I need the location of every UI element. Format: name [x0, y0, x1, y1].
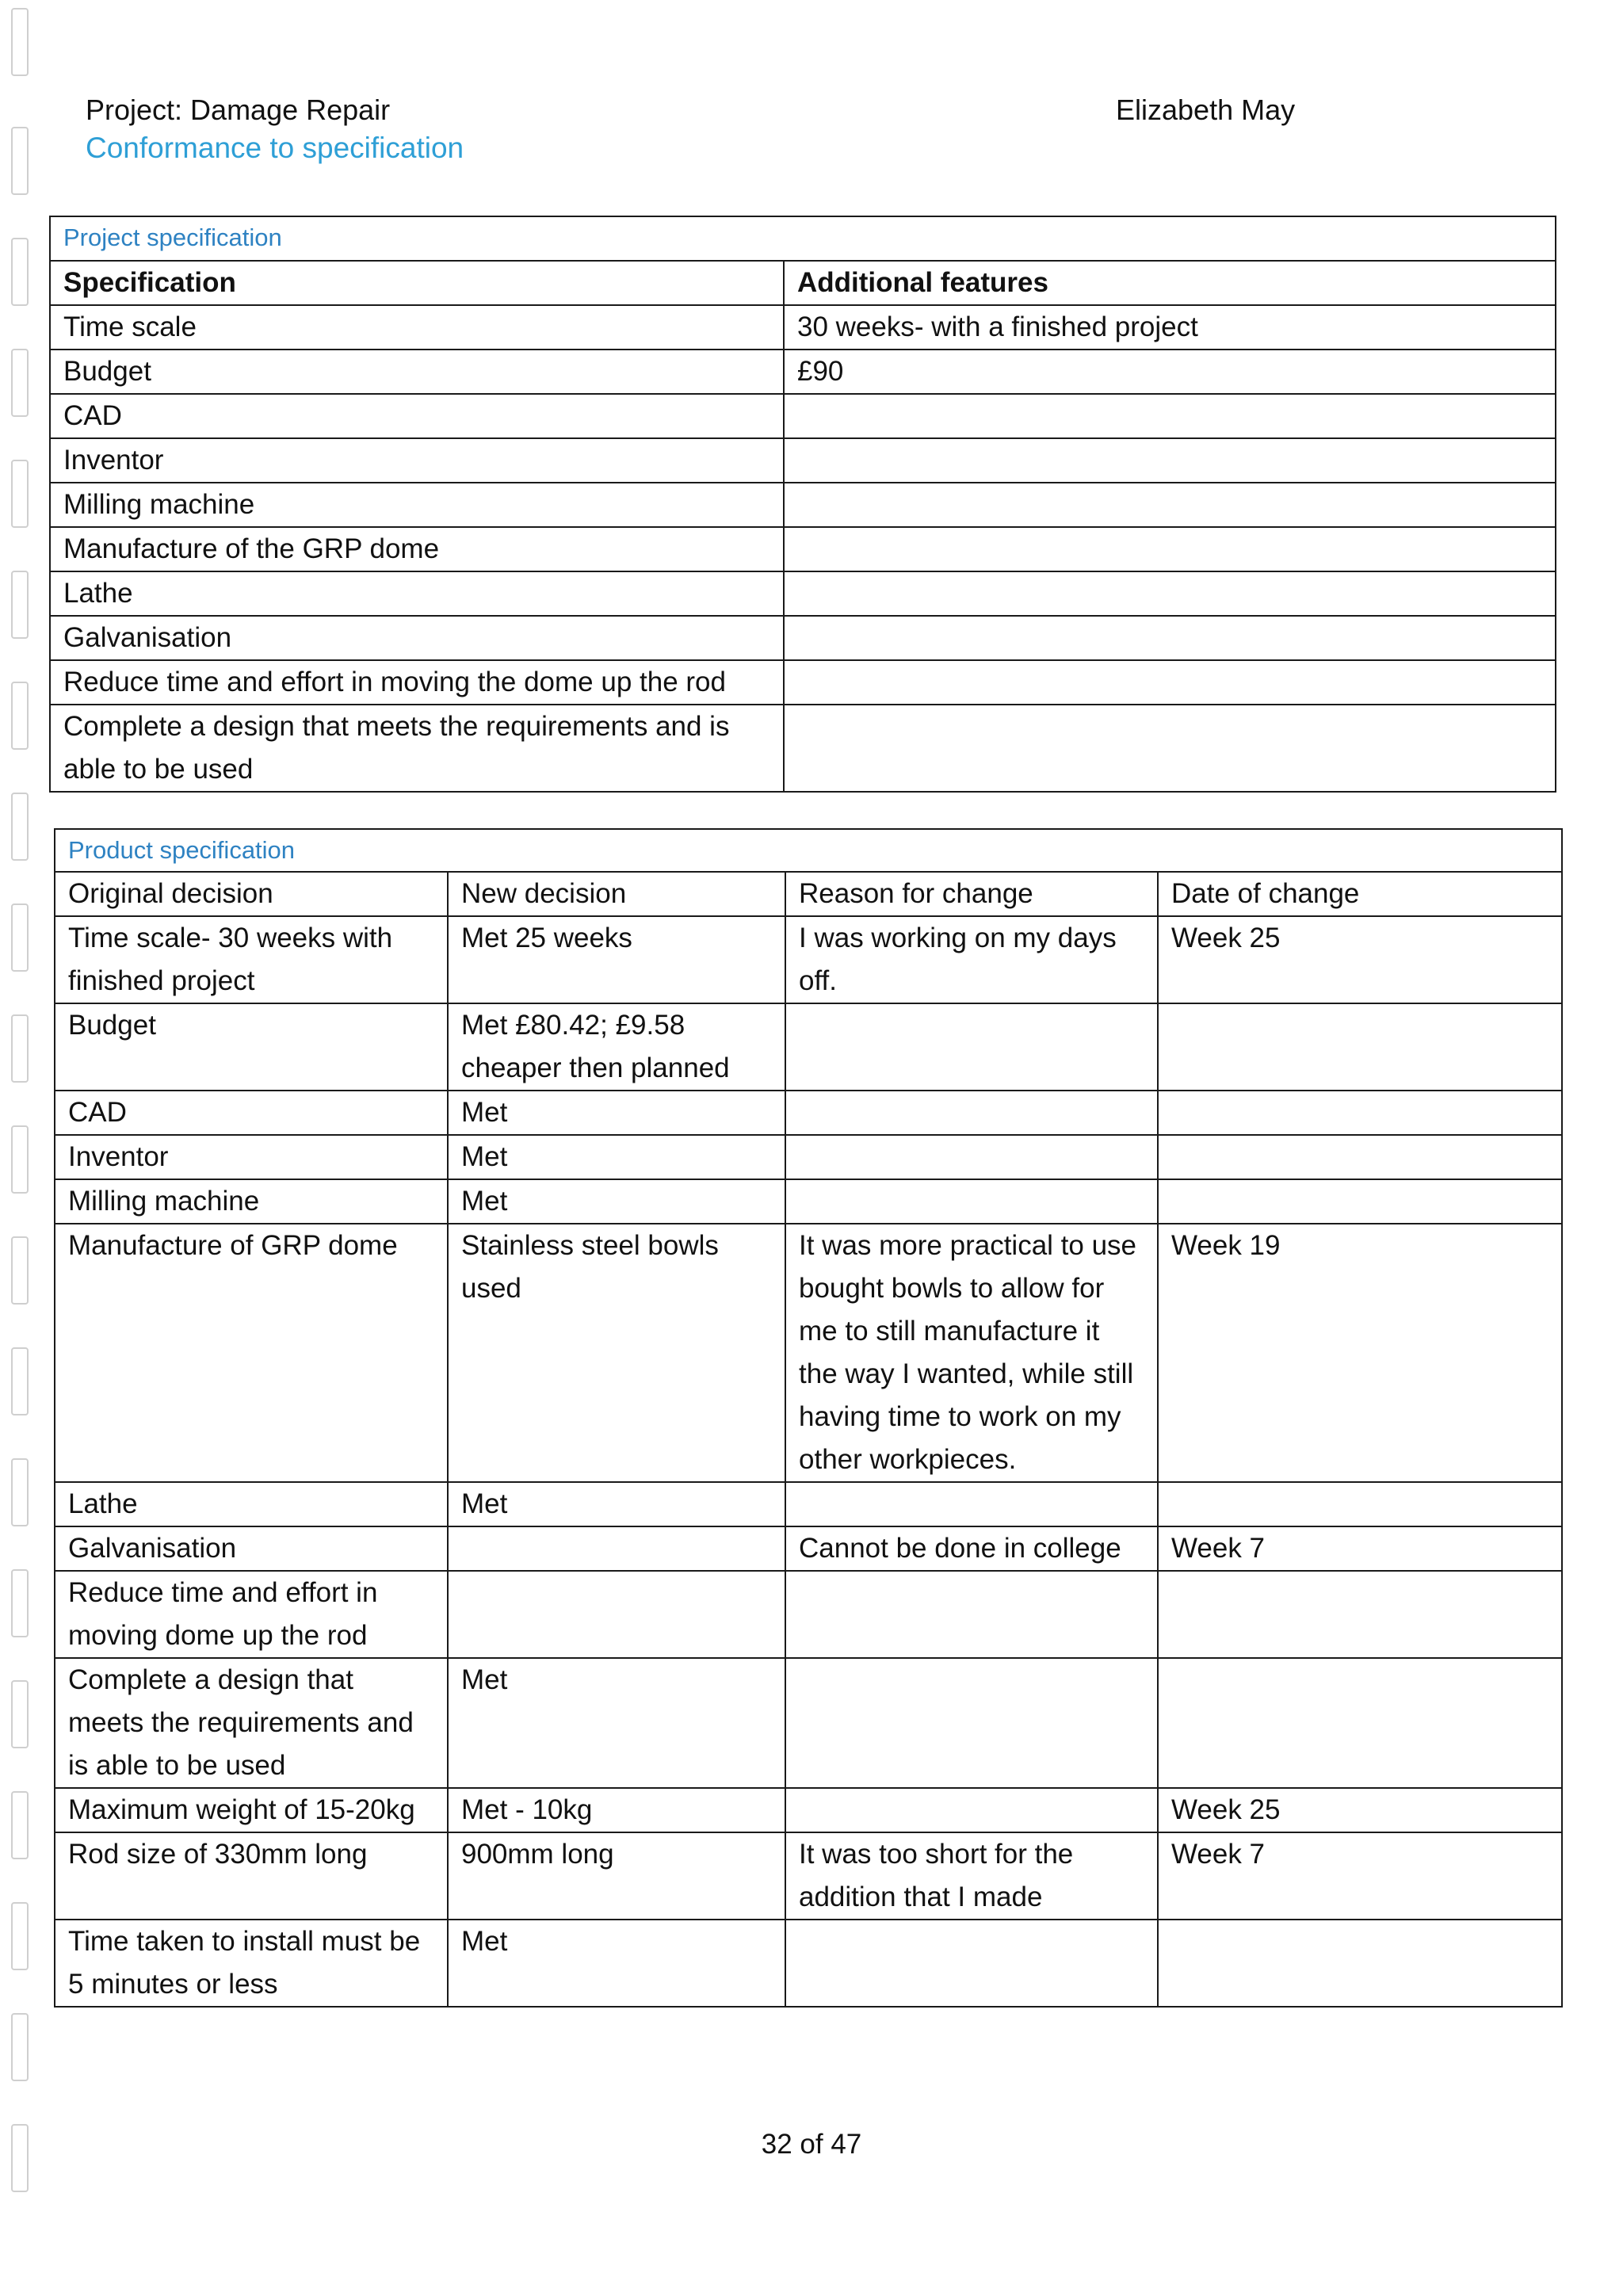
binder-hole: [11, 1791, 29, 1859]
table-cell: Week 7: [1158, 1526, 1562, 1571]
table-cell: [784, 394, 1556, 438]
table-cell: [785, 1135, 1158, 1179]
table-cell: Budget: [55, 1003, 448, 1091]
table-cell: Inventor: [50, 438, 784, 483]
table-cell: Week 25: [1158, 1788, 1562, 1832]
binder-hole: [11, 1014, 29, 1083]
binder-hole: [11, 8, 29, 76]
column-header: New decision: [448, 872, 785, 916]
binder-hole: [11, 571, 29, 639]
table-row: [55, 1003, 1562, 1091]
column-header: Original decision: [55, 872, 448, 916]
table-cell: Time scale- 30 weeks with finished project: [55, 916, 448, 1003]
table-cell: 30 weeks- with a finished project: [784, 305, 1556, 350]
table-cell: Week 25: [1158, 916, 1562, 1003]
table-row: [55, 916, 1562, 1003]
table-cell: CAD: [50, 394, 784, 438]
table-cell: Met: [448, 1482, 785, 1526]
table-cell: Met: [448, 1658, 785, 1788]
table-cell: Cannot be done in college: [785, 1526, 1158, 1571]
binder-hole: [11, 682, 29, 750]
binder-hole: [11, 1347, 29, 1415]
table-cell: Galvanisation: [50, 616, 784, 660]
project-title: Project: Damage Repair: [86, 94, 391, 126]
table-cell: [784, 483, 1556, 527]
table-cell: Inventor: [55, 1135, 448, 1179]
table-cell: [448, 1526, 785, 1571]
table-cell: Reduce time and effort in moving dome up the rod: [55, 1571, 448, 1658]
table-cell: [1158, 1091, 1562, 1135]
table-cell: Time scale: [50, 305, 784, 350]
table-caption-row: [55, 829, 1562, 872]
binder-hole: [11, 1125, 29, 1194]
project-spec-caption: Project specification: [50, 216, 1556, 261]
table-cell: Met: [448, 1179, 785, 1224]
table-cell: [784, 660, 1556, 705]
column-header: Specification: [50, 261, 784, 305]
table-cell: Met: [448, 1135, 785, 1179]
binder-hole: [11, 460, 29, 528]
table-row: [55, 1832, 1562, 1920]
table-cell: Met £80.42; £9.58 cheaper then planned: [448, 1003, 785, 1091]
section-title: Conformance to specification: [86, 132, 464, 164]
table-row: [50, 571, 1556, 616]
table-cell: [785, 1179, 1158, 1224]
table-cell: Lathe: [55, 1482, 448, 1526]
binder-hole: [11, 127, 29, 195]
binder-hole: [11, 1569, 29, 1637]
table-cell: [1158, 1920, 1562, 2007]
table-cell: Maximum weight of 15-20kg: [55, 1788, 448, 1832]
table-cell: It was too short for the addition that I made: [785, 1832, 1158, 1920]
table-cell: [785, 1920, 1158, 2007]
table-row: [55, 1482, 1562, 1526]
table-cell: [1158, 1482, 1562, 1526]
table-cell: [784, 438, 1556, 483]
table-cell: Time taken to install must be 5 minutes or less: [55, 1920, 448, 2007]
product-spec-table: [54, 828, 1563, 2008]
table-row: [50, 483, 1556, 527]
table-cell: Lathe: [50, 571, 784, 616]
table-cell: Complete a design that meets the requirements and is able to be used: [50, 705, 784, 792]
table-cell: [448, 1571, 785, 1658]
table-cell: Galvanisation: [55, 1526, 448, 1571]
table-cell: [785, 1658, 1158, 1788]
table-cell: [785, 1788, 1158, 1832]
table-row: [50, 527, 1556, 571]
table-row: [50, 394, 1556, 438]
table-cell: Manufacture of the GRP dome: [50, 527, 784, 571]
binder-hole: [11, 238, 29, 306]
table-cell: Week 7: [1158, 1832, 1562, 1920]
author-name: Elizabeth May: [1116, 94, 1296, 126]
project-spec-table: [49, 216, 1556, 793]
table-cell: Week 19: [1158, 1224, 1562, 1482]
table-cell: [784, 527, 1556, 571]
product-spec-caption: Product specification: [55, 829, 1562, 872]
page-number: 32 of 47: [761, 2129, 862, 2160]
binder-hole: [11, 904, 29, 972]
table-row: [55, 1135, 1562, 1179]
table-cell: Met 25 weeks: [448, 916, 785, 1003]
table-cell: Reduce time and effort in moving the dome up the rod: [50, 660, 784, 705]
table-cell: [1158, 1003, 1562, 1091]
table-cell: Met: [448, 1091, 785, 1135]
table-cell: £90: [784, 350, 1556, 394]
table-cell: [785, 1482, 1158, 1526]
table-row: [50, 660, 1556, 705]
table-cell: [785, 1091, 1158, 1135]
table-cell: [785, 1571, 1158, 1658]
table-cell: Budget: [50, 350, 784, 394]
table-row: [55, 1658, 1562, 1788]
column-header: Reason for change: [785, 872, 1158, 916]
binder-hole: [11, 1236, 29, 1305]
table-cell: 900mm long: [448, 1832, 785, 1920]
binder-holes: [0, 0, 48, 2296]
table-cell: Rod size of 330mm long: [55, 1832, 448, 1920]
table-cell: [1158, 1135, 1562, 1179]
table-row: [55, 1571, 1562, 1658]
table-cell: Stainless steel bowls used: [448, 1224, 785, 1482]
column-header: Date of change: [1158, 872, 1562, 916]
table-header-row: [55, 872, 1562, 916]
binder-hole: [11, 1458, 29, 1526]
table-cell: It was more practical to use bought bowls to allow for me to still manufacture it the way I wanted, while still having time to work on my other workpieces.: [785, 1224, 1158, 1482]
table-cell: CAD: [55, 1091, 448, 1135]
table-cell: [1158, 1571, 1562, 1658]
table-caption-row: [50, 216, 1556, 261]
table-cell: Manufacture of GRP dome: [55, 1224, 448, 1482]
table-cell: Met: [448, 1920, 785, 2007]
table-cell: Milling machine: [55, 1179, 448, 1224]
table-cell: Milling machine: [50, 483, 784, 527]
binder-hole: [11, 1680, 29, 1748]
binder-hole: [11, 349, 29, 417]
table-cell: [1158, 1179, 1562, 1224]
table-cell: [784, 616, 1556, 660]
column-header: Additional features: [784, 261, 1556, 305]
table-cell: [785, 1003, 1158, 1091]
binder-hole: [11, 793, 29, 861]
table-row: [55, 1091, 1562, 1135]
table-cell: [784, 705, 1556, 792]
table-row: [55, 1920, 1562, 2007]
table-row: [50, 616, 1556, 660]
table-row: [50, 350, 1556, 394]
table-row: [50, 438, 1556, 483]
table-row: [55, 1526, 1562, 1571]
table-cell: Complete a design that meets the requirements and is able to be used: [55, 1658, 448, 1788]
table-cell: [784, 571, 1556, 616]
table-row: [55, 1224, 1562, 1482]
table-row: [55, 1179, 1562, 1224]
table-cell: I was working on my days off.: [785, 916, 1158, 1003]
table-cell: [1158, 1658, 1562, 1788]
table-row: [50, 705, 1556, 792]
table-row: [50, 305, 1556, 350]
binder-hole: [11, 1902, 29, 1970]
binder-hole: [11, 2013, 29, 2081]
table-header-row: [50, 261, 1556, 305]
table-cell: Met - 10kg: [448, 1788, 785, 1832]
table-row: [55, 1788, 1562, 1832]
